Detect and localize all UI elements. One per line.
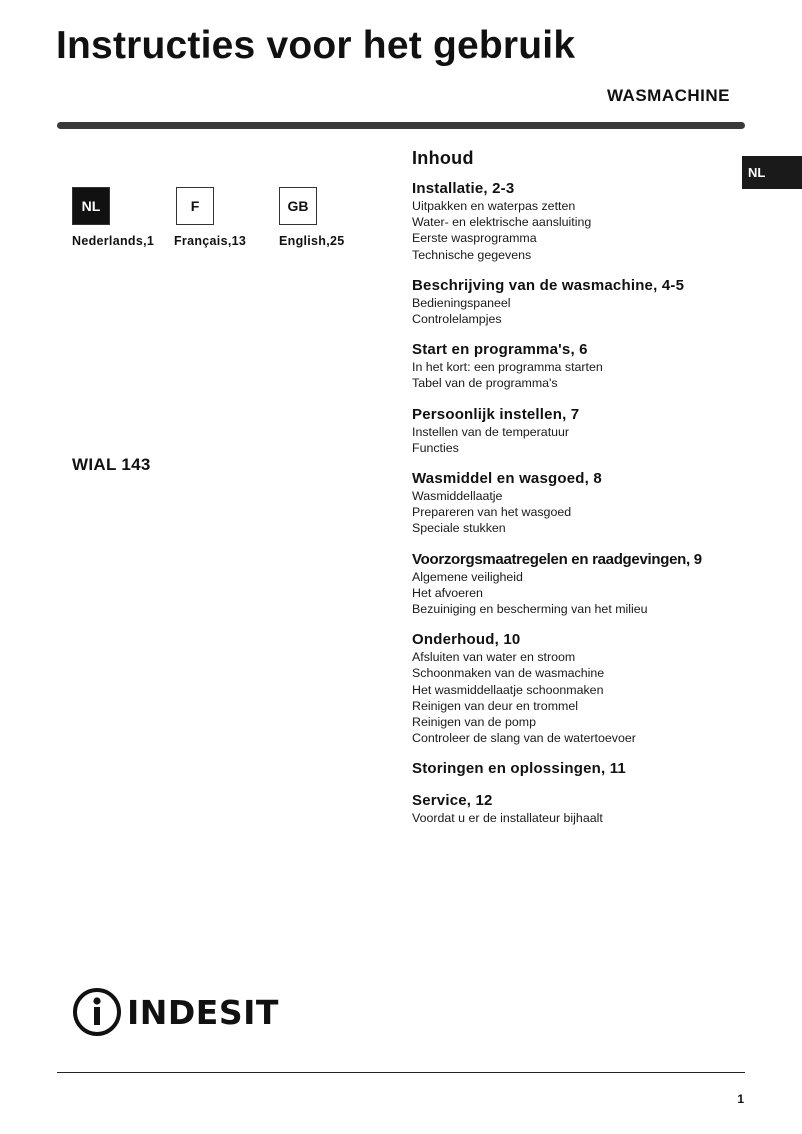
toc-item: Speciale stukken — [412, 521, 506, 536]
toc-section-title: Wasmiddel en wasgoed, 8 — [412, 470, 602, 488]
toc-section — [412, 551, 742, 618]
toc-section — [412, 760, 742, 778]
product-type: WASMACHINE — [606, 86, 730, 105]
toc-item: Afsluiten van water en stroom — [412, 650, 576, 665]
toc-section-title: Voorzorgsmaatregelen en raadgevingen, 9 — [412, 550, 702, 568]
toc-item: Reinigen van deur en trommel — [412, 698, 578, 713]
toc-item: Schoonmaken van de wasmachine — [412, 666, 605, 681]
toc-section — [412, 341, 742, 391]
page-number: 1 — [737, 1092, 744, 1106]
toc-item: Uitpakken en waterpas zetten — [412, 199, 576, 213]
language-box-nl[interactable]: NL — [72, 187, 110, 225]
header-divider — [57, 122, 745, 129]
toc-section-title: Onderhoud, 10 — [412, 631, 521, 649]
language-label-gb: English,25 — [279, 234, 345, 248]
toc-item: Eerste wasprogramma — [412, 231, 537, 246]
toc-item: Instellen van de temperatuur — [412, 424, 570, 439]
toc-item: Wasmiddellaatje — [412, 489, 503, 504]
toc-section-title: Installatie, 2-3 — [412, 180, 515, 197]
toc-item: Controleer de slang van de watertoevoer — [412, 731, 636, 746]
toc-item: Tabel van de programma's — [412, 376, 558, 391]
toc-section — [412, 406, 742, 456]
language-label-f: Français,13 — [174, 234, 247, 248]
indesit-i-icon — [71, 986, 123, 1038]
brand-logo — [71, 986, 279, 1038]
toc-section — [412, 631, 742, 746]
toc-section-title: Storingen en oplossingen, 11 — [412, 760, 626, 778]
toc-section-title: Start en programma's, 6 — [412, 341, 588, 359]
toc-item: Bezuiniging en bescherming van het milieu — [412, 602, 648, 617]
toc-heading: Inhoud — [412, 148, 474, 168]
brand-name: INDESIT — [127, 992, 279, 1032]
toc-item: Prepareren van het wasgoed — [412, 505, 572, 520]
toc-item: Algemene veiligheid — [412, 569, 523, 584]
toc-section — [412, 792, 742, 826]
footer-divider — [57, 1072, 745, 1073]
toc-section — [412, 470, 742, 537]
language-tab: NL — [742, 156, 802, 189]
model-number: WIAL 143 — [72, 455, 151, 474]
language-box-f[interactable]: F — [176, 187, 214, 225]
toc-section — [412, 277, 742, 327]
toc-item: Voordat u er de installateur bijhaalt — [412, 811, 603, 826]
toc-item: Bedieningspaneel — [412, 295, 511, 310]
toc-item: Water- en elektrische aansluiting — [412, 215, 592, 230]
page-title: Instructies voor het gebruik — [56, 24, 576, 67]
toc-section — [412, 180, 742, 263]
toc-item: Het wasmiddellaatje schoonmaken — [412, 682, 604, 697]
toc-item: In het kort: een programma starten — [412, 360, 603, 375]
language-box-gb[interactable]: GB — [279, 187, 317, 225]
toc-section-title: Service, 12 — [412, 792, 493, 810]
toc-section-title: Beschrijving van de wasmachine, 4-5 — [412, 276, 685, 294]
toc-item: Het afvoeren — [412, 585, 483, 600]
toc-item: Functies — [412, 440, 459, 455]
table-of-contents — [412, 148, 742, 841]
toc-item: Reinigen van de pomp — [412, 715, 536, 730]
toc-item: Technische gegevens — [412, 247, 532, 262]
toc-item: Controlelampjes — [412, 312, 502, 327]
language-label-nl: Nederlands,1 — [72, 234, 155, 248]
toc-section-title: Persoonlijk instellen, 7 — [412, 405, 580, 423]
